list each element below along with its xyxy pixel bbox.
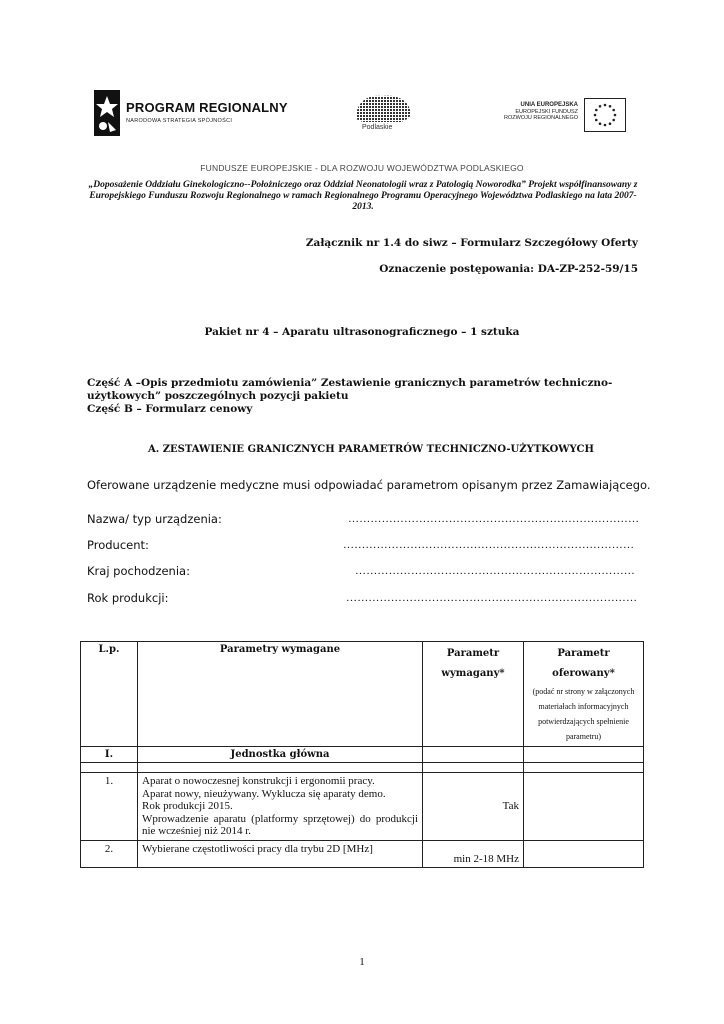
header-params: Parametry wymagane	[138, 642, 423, 747]
funds-line: FUNDUSZE EUROPEJSKIE - DLA ROZWOJU WOJEWÓDZTWA PODLASKIEGO	[200, 163, 524, 173]
row-param-line: Aparat nowy, nieużywany. Wyklucza się aparaty demo.	[142, 787, 386, 800]
row-num: 1.	[81, 773, 138, 841]
spacer-row	[81, 763, 644, 773]
part-b: Część B – Formularz cenowy	[87, 403, 253, 415]
program-title: PROGRAM REGIONALNY	[126, 100, 288, 115]
program-subtitle: NARODOWA STRATEGIA SPÓJNOŚCI	[126, 118, 233, 124]
row-offered-input[interactable]	[524, 840, 644, 868]
device-name-blank[interactable]: ……………………………………………………………………	[348, 513, 640, 525]
intro-text: Oferowane urządzenie medyczne musi odpowiadać parametrom opisanym przez Zamawiającego.	[87, 478, 651, 492]
producer-blank[interactable]: ……………………………………………………………………	[343, 539, 635, 551]
eu-line-3: ROZWOJU REGIONALNEGO	[504, 115, 578, 121]
header-offered-note: (podać nr strony w załączonych materiałach informacyjnych potwierdzających spełnienie parametru)	[532, 687, 635, 741]
parameters-table	[80, 641, 644, 868]
table-row	[81, 773, 644, 841]
spacer-cell	[138, 763, 423, 773]
producer-label: Producent:	[87, 538, 149, 552]
row-params	[138, 773, 423, 841]
header-offered-line-1: Parametr	[557, 648, 610, 659]
row-required: Tak	[423, 773, 524, 841]
attachment-title: Załącznik nr 1.4 do siwz – Formularz Szczegółowy Oferty	[305, 237, 638, 249]
eu-line-2: EUROPEJSKI FUNDUSZ	[515, 108, 578, 115]
project-description: „Doposażenie Oddziału Ginekologiczno--Położniczego oraz Oddział Neonatologii wraz z Patologią Noworodka” Projekt współfinansowany z Europejskiego Funduszu Rozwoju Regionalnego w ramach Regionalnego Programu Operacyjnego Województwa Podlaskiego na lata 2007-2013.	[88, 180, 638, 212]
section-row	[81, 747, 644, 763]
table-row	[81, 840, 644, 868]
row-param-line: Wybierane częstotliwości pracy dla trybu 2D [MHz]	[142, 842, 373, 855]
year-blank[interactable]: ……………………………………………………………………	[346, 592, 638, 604]
page-number: 1	[359, 956, 365, 968]
part-a: Część A –Opis przedmiotu zamówienia” Zestawienie granicznych parametrów techniczno-użytkowych” poszczególnych pozycji pakietu	[87, 377, 613, 402]
package-title: Pakiet nr 4 – Aparatu ultrasonograficznego – 1 sztuka	[204, 326, 520, 338]
header-required-line-1: Parametr	[446, 648, 500, 659]
program-regionalny-logo	[90, 88, 290, 138]
logo-band	[90, 88, 630, 138]
eu-line-1: UNIA EUROPEJSKA	[520, 102, 578, 108]
row-required: min 2-18 MHz	[423, 840, 524, 868]
section-heading: A. ZESTAWIENIE GRANICZNYCH PARAMETRÓW TECHNICZNO-UŻYTKOWYCH	[148, 444, 594, 455]
row-num: 2.	[81, 840, 138, 868]
eu-flag-icon	[584, 98, 626, 132]
row-offered-input[interactable]	[524, 773, 644, 841]
program-regionalny-mark-icon	[94, 90, 120, 136]
header-offered-line-2: oferowany*	[552, 668, 615, 679]
header-lp: L.p.	[81, 642, 138, 747]
header-required	[423, 642, 524, 747]
spacer-cell	[81, 763, 138, 773]
region-label: Podlaskie	[362, 124, 393, 131]
section-title: Jednostka główna	[138, 747, 423, 763]
row-param-line: Wprowadzenie aparatu (platformy sprzętowej) do produkcji nie wcześniej niż 2014 r.	[142, 812, 418, 837]
spacer-cell	[524, 763, 644, 773]
parts-block	[87, 377, 647, 416]
device-name-label: Nazwa/ typ urządzenia:	[87, 512, 222, 526]
spacer-cell	[423, 763, 524, 773]
header-required-line-2: wymagany*	[441, 668, 505, 679]
header-offered	[524, 642, 644, 747]
table-header-row	[81, 642, 644, 747]
country-blank[interactable]: …………………………………………………………………	[355, 565, 635, 577]
row-param-line: Aparat o nowoczesnej konstrukcji i ergonomii pracy.	[142, 775, 375, 787]
row-params	[138, 840, 423, 868]
row-param-line: Rok produkcji 2015.	[142, 800, 233, 812]
year-label: Rok produkcji:	[87, 591, 169, 605]
section-offered-cell	[524, 747, 644, 763]
section-required-cell	[423, 747, 524, 763]
section-num: I.	[81, 747, 138, 763]
procedure-number: Oznaczenie postępowania: DA-ZP-252-59/15	[379, 263, 638, 275]
country-label: Kraj pochodzenia:	[87, 564, 190, 578]
eu-text	[498, 102, 578, 122]
